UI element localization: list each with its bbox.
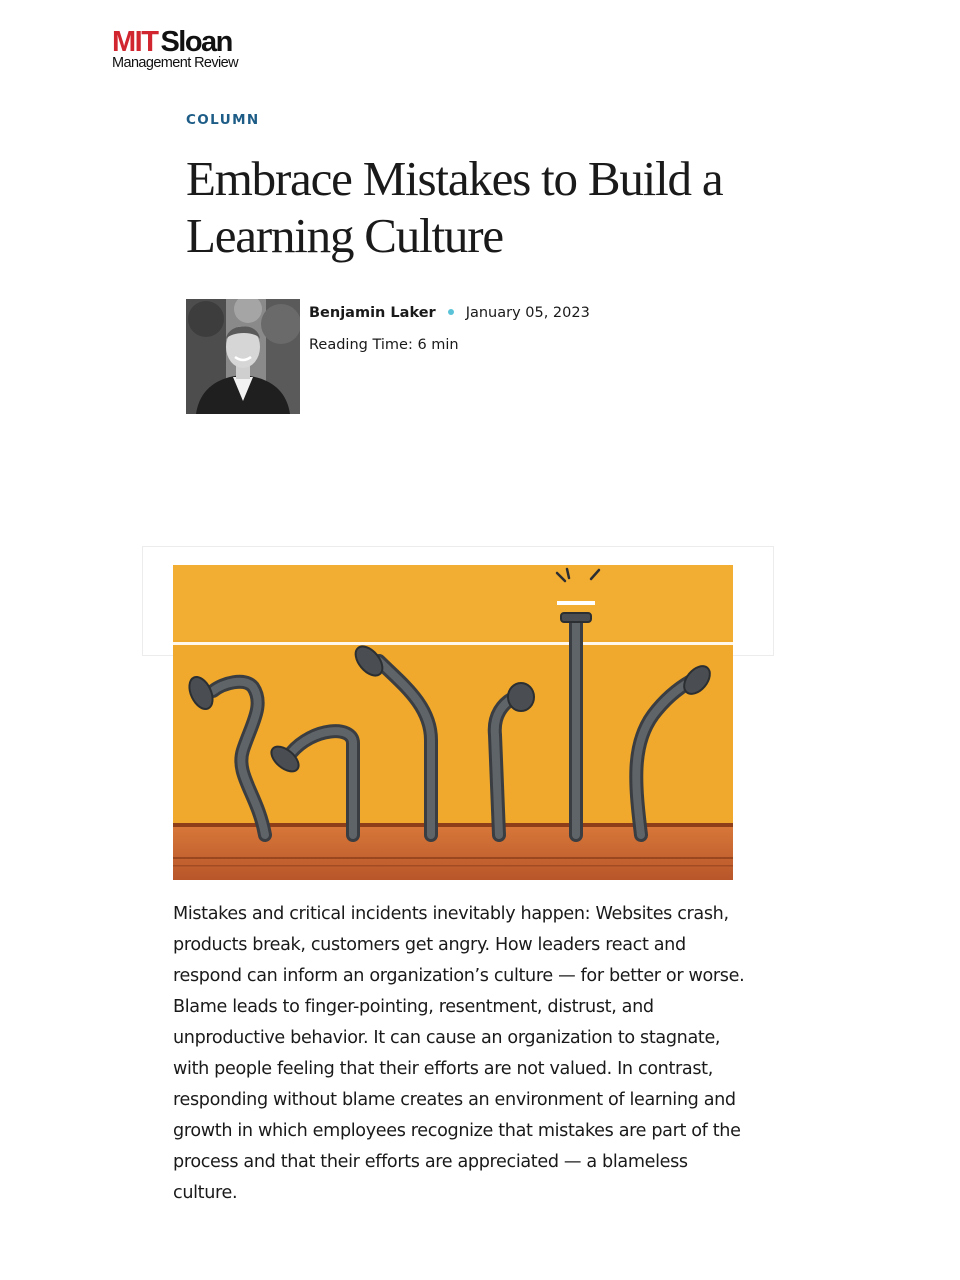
- publish-date: January 05, 2023: [465, 305, 590, 321]
- hero-image: [173, 565, 733, 880]
- logo-sloan-text: Sloan: [160, 26, 232, 58]
- wood-plank: [173, 823, 733, 880]
- logo-wordmark: [112, 28, 232, 57]
- article-title: Embrace Mistakes to Build a Learning Culture: [186, 151, 723, 263]
- author-portrait-icon: [186, 299, 300, 414]
- hero-overlay-line: [173, 642, 733, 645]
- article-body-paragraph: Mistakes and critical incidents inevitably happen: Websites crash, products break, customers get angry. How leaders react and respond can inform an organization’s culture — for better or worse. Blame leads to finger-pointing, resentment, distrust, and unproductive behavior. It can cause an organization to stagnate, with people feeling that their efforts are not valued. In contrast, responding without blame creates an environment of learning and growth in which employees recognize that mistakes are part of the process and that their efforts are appreciated — a blameless culture.: [173, 904, 745, 1203]
- logo-mit-text: MIT: [112, 26, 158, 58]
- logo-subtitle: Management Review: [112, 55, 239, 71]
- reading-time: Reading Time: 6 min: [309, 337, 459, 353]
- separator-dot-icon: [448, 309, 454, 315]
- author-photo[interactable]: [186, 299, 300, 414]
- byline: [309, 305, 590, 321]
- article-category-link[interactable]: COLUMN: [186, 112, 260, 128]
- author-name-link[interactable]: Benjamin Laker: [309, 305, 436, 321]
- site-logo[interactable]: [112, 28, 262, 72]
- bent-nails-illustration: [173, 565, 733, 880]
